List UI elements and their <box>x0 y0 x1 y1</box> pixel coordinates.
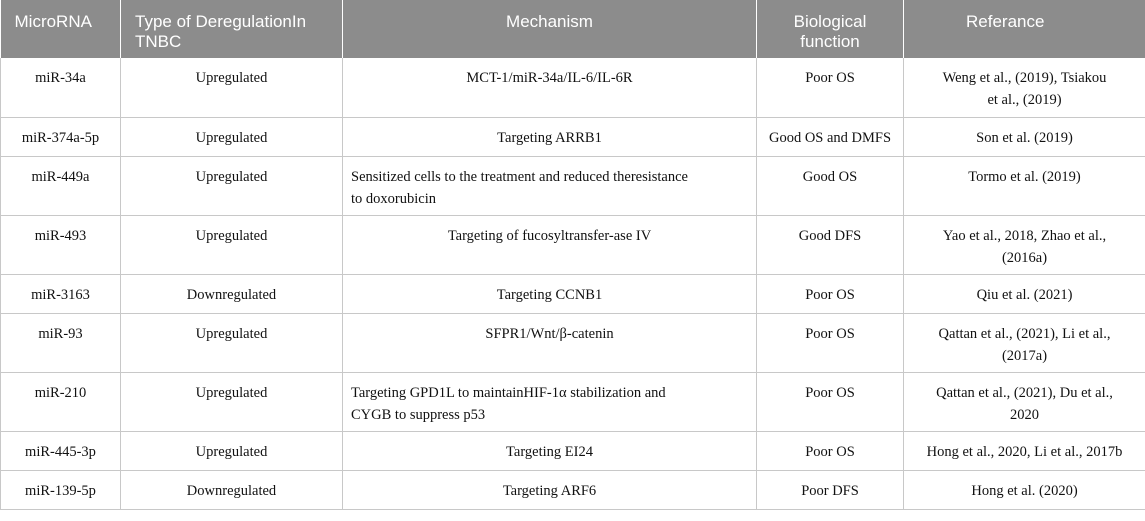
cell-reference: Yao et al., 2018, Zhao et al., (2016a) <box>904 215 1145 274</box>
header-type-of-deregulation: Type of DeregulationIn TNBC <box>121 0 343 58</box>
cell-microrna: miR-34a <box>1 58 121 117</box>
cell-reference: Qattan et al., (2021), Du et al., 2020 <box>904 372 1145 431</box>
cell-type: Upregulated <box>121 58 343 117</box>
cell-reference: Weng et al., (2019), Tsiakou et al., (2019) <box>904 58 1145 117</box>
cell-mechanism: SFPR1/Wnt/β-catenin <box>343 313 757 372</box>
header-microrna: MicroRNA <box>1 0 121 58</box>
cell-function: Good DFS <box>757 215 904 274</box>
cell-function: Poor OS <box>757 372 904 431</box>
cell-microrna: miR-210 <box>1 372 121 431</box>
cell-function: Poor OS <box>757 274 904 313</box>
cell-reference: Qattan et al., (2021), Li et al., (2017a) <box>904 313 1145 372</box>
table-row <box>1 274 1145 313</box>
cell-type: Upregulated <box>121 431 343 470</box>
header-row <box>1 0 1145 58</box>
cell-microrna: miR-449a <box>1 156 121 215</box>
cell-microrna: miR-493 <box>1 215 121 274</box>
table-row <box>1 215 1145 274</box>
table-row <box>1 372 1145 431</box>
cell-reference: Hong et al., 2020, Li et al., 2017b <box>904 431 1145 470</box>
cell-mechanism: Targeting CCNB1 <box>343 274 757 313</box>
header-reference: Referance <box>904 0 1145 58</box>
table-row <box>1 156 1145 215</box>
table-row <box>1 58 1145 117</box>
table-row <box>1 470 1145 509</box>
table-row <box>1 431 1145 470</box>
cell-mechanism: Targeting EI24 <box>343 431 757 470</box>
cell-microrna: miR-374a-5p <box>1 117 121 156</box>
cell-function: Poor OS <box>757 431 904 470</box>
cell-type: Upregulated <box>121 313 343 372</box>
cell-mechanism: MCT-1/miR-34a/IL-6/IL-6R <box>343 58 757 117</box>
cell-mechanism: Targeting ARRB1 <box>343 117 757 156</box>
cell-mechanism: Sensitized cells to the treatment and reduced theresistance to doxorubicin <box>343 156 757 215</box>
cell-reference: Son et al. (2019) <box>904 117 1145 156</box>
cell-function: Poor OS <box>757 313 904 372</box>
cell-type: Upregulated <box>121 117 343 156</box>
header-mechanism: Mechanism <box>343 0 757 58</box>
cell-microrna: miR-139-5p <box>1 470 121 509</box>
cell-function: Good OS and DMFS <box>757 117 904 156</box>
cell-mechanism: Targeting ARF6 <box>343 470 757 509</box>
table-row <box>1 313 1145 372</box>
cell-microrna: miR-445-3p <box>1 431 121 470</box>
cell-function: Poor OS <box>757 58 904 117</box>
cell-type: Upregulated <box>121 215 343 274</box>
cell-mechanism: Targeting GPD1L to maintainHIF-1α stabilization and CYGB to suppress p53 <box>343 372 757 431</box>
cell-type: Downregulated <box>121 274 343 313</box>
cell-microrna: miR-93 <box>1 313 121 372</box>
cell-reference: Hong et al. (2020) <box>904 470 1145 509</box>
table-row <box>1 117 1145 156</box>
cell-type: Downregulated <box>121 470 343 509</box>
cell-type: Upregulated <box>121 372 343 431</box>
cell-reference: Qiu et al. (2021) <box>904 274 1145 313</box>
header-biological-function: Biological function <box>757 0 904 58</box>
cell-mechanism: Targeting of fucosyltransfer-ase IV <box>343 215 757 274</box>
cell-function: Good OS <box>757 156 904 215</box>
cell-reference: Tormo et al. (2019) <box>904 156 1145 215</box>
cell-function: Poor DFS <box>757 470 904 509</box>
cell-type: Upregulated <box>121 156 343 215</box>
cell-microrna: miR-3163 <box>1 274 121 313</box>
